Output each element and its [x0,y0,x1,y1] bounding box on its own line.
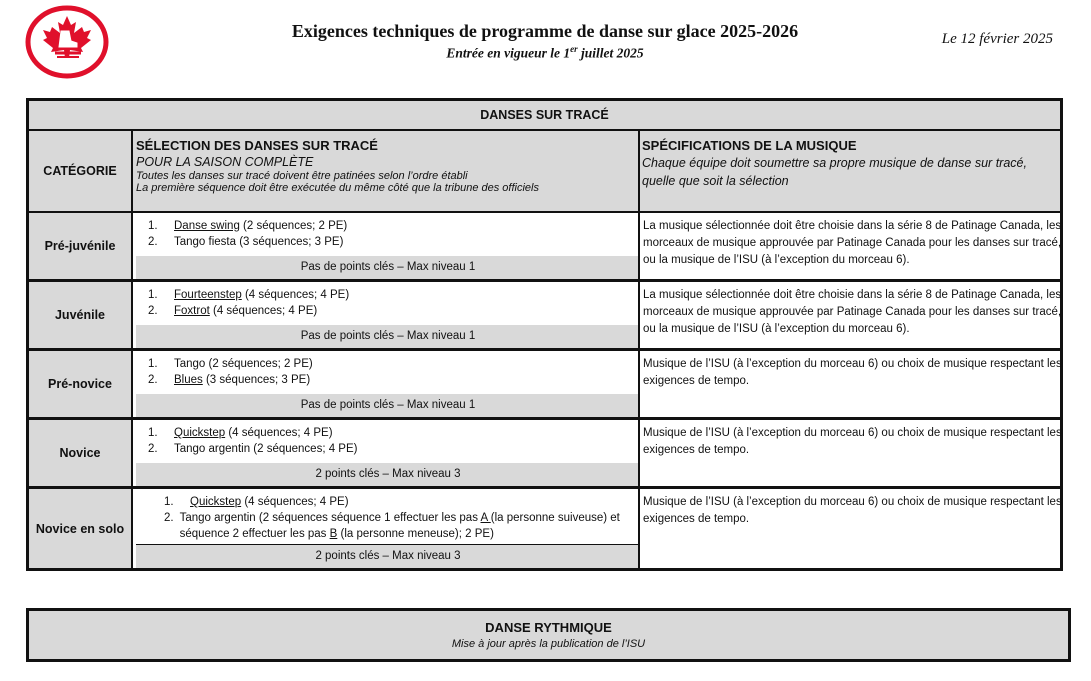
document-title: Exigences techniques de programme de danse sur glace 2025-2026 [291,21,799,41]
row-music: La musique sélectionnée doit être choisie dans la série 8 de Patinage Canada, les morceaux de musique approuvée par Patinage Canada pour les danses sur tracé, ou la musique de l’ISU (à l’exception du morceau 6). [643,220,1062,266]
row-selection: 1. Tango (2 séquences; 2 PE) 2. Blues (3 séquences; 3 PE) Pas de points clés – Max niveau 1 [136,351,640,417]
rhythm-subtitle: Mise à jour après la publication de l’ISU [451,638,646,650]
column-divider [131,129,133,568]
column-divider [638,129,640,568]
row-note: 2 points clés – Max niveau 3 [136,544,640,568]
row-note: Pas de points clés – Max niveau 1 [136,256,640,279]
skate-canada-logo [25,5,109,79]
row-selection: 1. Danse swing (2 séquences; 2 PE) 2. Tango fiesta (3 séquences; 3 PE) Pas de points clés – Max niveau 1 [136,213,640,279]
row-selection: 1. Fourteenstep (4 séquences; 4 PE) 2. Foxtrot (4 séquences; 4 PE) Pas de points clés – Max niveau 1 [136,282,640,348]
table-row [29,213,1060,282]
rhythm-title: DANSE RYTHMIQUE [485,620,612,635]
row-category: Pré-novice [29,351,131,417]
document-subtitle: Entrée en vigueur le 1er juillet 2025 [446,44,644,61]
table-row [29,420,1060,489]
row-selection: 1. Quickstep (4 séquences; 4 PE) 2. Tango argentin (2 séquences; 4 PE) 2 points clés – Max niveau 3 [136,420,640,486]
row-note: Pas de points clés – Max niveau 1 [136,394,640,417]
row-music: Musique de l’ISU (à l’exception du morceau 6) ou choix de musique respectant les exigences de tempo. [643,358,1062,387]
row-note: Pas de points clés – Max niveau 1 [136,325,640,348]
row-category: Novice en solo [29,489,131,568]
row-music: La musique sélectionnée doit être choisie dans la série 8 de Patinage Canada, les morceaux de musique approuvée par Patinage Canada pour les danses sur tracé, ou la musique de l’ISU (à l’exception du morceau 6). [643,289,1062,335]
row-category: Novice [29,420,131,486]
row-music: Musique de l’ISU (à l’exception du morceau 6) ou choix de musique respectant les exigences de tempo. [643,427,1062,456]
row-music: Musique de l’ISU (à l’exception du morceau 6) ou choix de musique respectant les exigences de tempo. [643,496,1062,525]
document-date: Le 12 février 2025 [941,31,1053,47]
row-category: Pré-juvénile [29,213,131,279]
header-category: CATÉGORIE [43,164,117,178]
header-selection: SÉLECTION DES DANSES SUR TRACÉ POUR LA SAISON COMPLÈTE Toutes les danses sur tracé doivent être patinées selon l’ordre établi La première séquence doit être exécutée du même côté que la tribune des officiels [136,138,539,194]
table-row [29,282,1060,351]
table-header-row [29,131,1060,213]
row-note: 2 points clés – Max niveau 3 [136,463,640,486]
pattern-dance-table [26,98,1063,571]
table-row [29,489,1060,568]
table-row [29,351,1060,420]
rhythm-dance-table [26,608,1071,662]
row-category: Juvénile [29,282,131,348]
table-title: DANSES SUR TRACÉ [29,101,1060,131]
header-music: SPÉCIFICATIONS DE LA MUSIQUE Chaque équipe doit soumettre sa propre musique de danse sur tracé, quelle que soit la sélection [642,138,1027,188]
row-selection: 1. Quickstep (4 séquences; 4 PE) 2. Tango argentin (2 séquences séquence 1 effectuer les pas A (la personne suiveuse) et séquence 2 effectuer les pas B (la personne meneuse); 2 PE) 2 points clés – Max niveau 3 [136,489,640,568]
